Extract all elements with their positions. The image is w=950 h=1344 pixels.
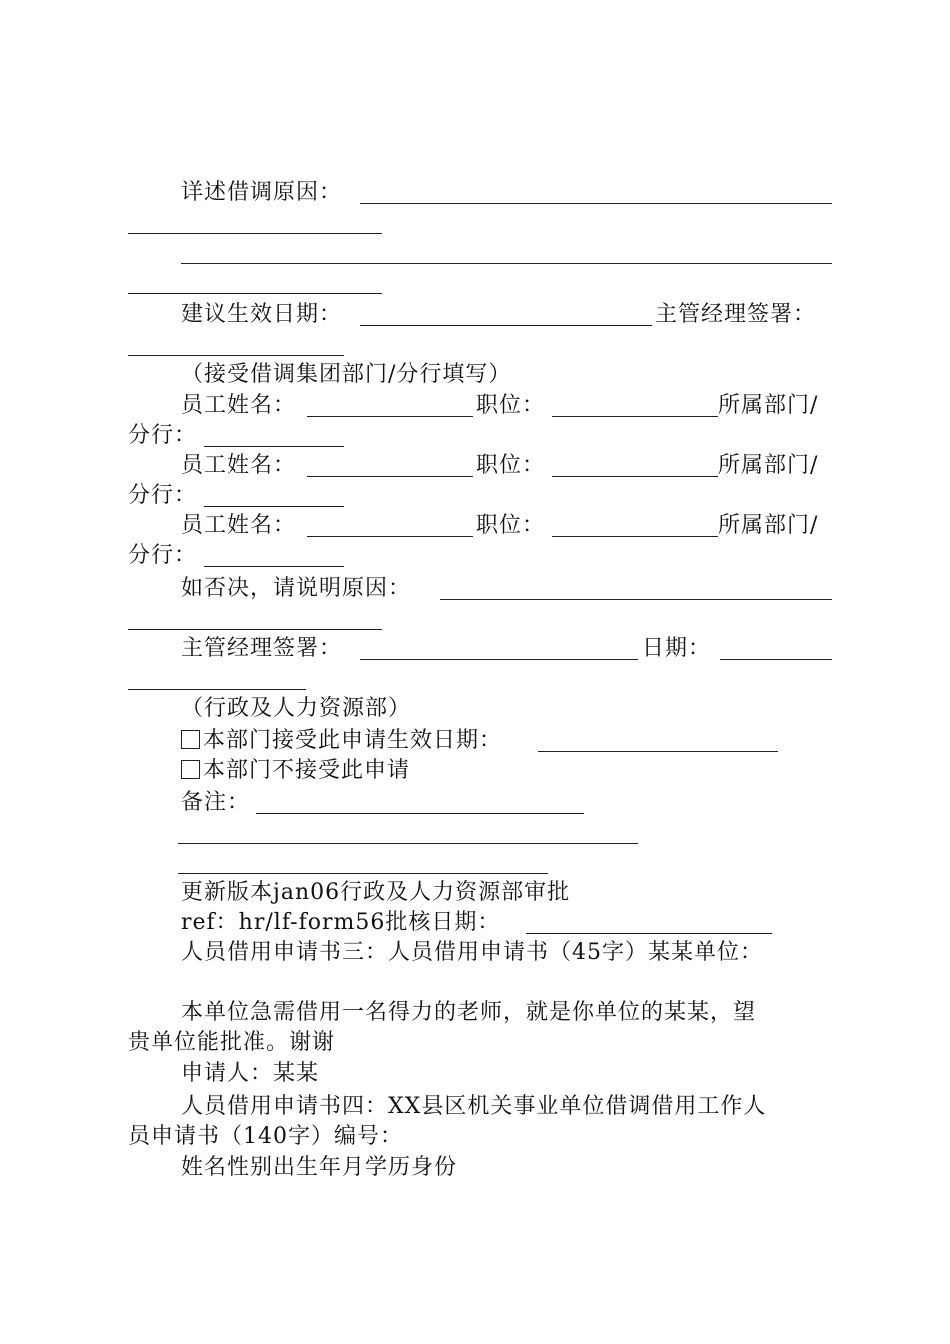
manager-sign-field[interactable] <box>128 355 344 356</box>
effective-date-label: 建议生效日期： <box>181 302 343 327</box>
position-label: 职位： <box>476 393 546 418</box>
employee-name-label: 员工姓名： <box>181 513 297 538</box>
if-rejected-label: 如否决，请说明原因： <box>181 576 412 601</box>
accept-date-field[interactable] <box>538 751 778 752</box>
date-field-cont[interactable] <box>128 689 306 690</box>
department-field[interactable] <box>204 446 344 447</box>
manager-sign-field-2[interactable] <box>360 659 638 660</box>
employee-name-field[interactable] <box>307 536 473 537</box>
position-field[interactable] <box>552 476 718 477</box>
accept-option-label: 本部门接受此申请生效日期： <box>203 728 503 753</box>
accept-option[interactable] <box>181 726 502 756</box>
receiver-section-heading: （接受借调集团部门/分行填写） <box>181 362 512 387</box>
position-label: 职位： <box>476 453 546 478</box>
date-field[interactable] <box>720 659 832 660</box>
paragraph-line-1: 本单位急需借用一名得力的老师，就是你单位的某某，望 <box>181 1000 757 1025</box>
ref-line: ref：hr/lf-form56批核日期： <box>181 910 501 935</box>
reason-field-line-1[interactable] <box>360 203 832 204</box>
employee-name-label: 员工姓名： <box>181 453 297 478</box>
remarks-field-2[interactable] <box>178 843 638 844</box>
date-label: 日期： <box>642 636 712 661</box>
heading-application-4-cont: 员申请书（140字）编号： <box>128 1124 403 1149</box>
approval-date-field[interactable] <box>526 933 772 934</box>
remarks-field-3[interactable] <box>178 873 548 874</box>
reason-field-line-2[interactable] <box>128 233 382 234</box>
version-line: 更新版本jan06行政及人力资源部审批 <box>181 880 571 905</box>
rejection-reason-field-1[interactable] <box>440 599 832 600</box>
remarks-field-1[interactable] <box>256 813 584 814</box>
heading-application-4: 人员借用申请书四：XX县区机关事业单位借调借用工作人 <box>181 1094 767 1119</box>
paragraph-line-2: 贵单位能批准。谢谢 <box>128 1030 336 1055</box>
department-label-cont: 分行： <box>128 423 198 448</box>
manager-sign-label: 主管经理签署： <box>655 302 817 327</box>
department-label: 所属部门/ <box>718 453 819 478</box>
employee-name-field[interactable] <box>307 476 473 477</box>
accept-checkbox[interactable] <box>181 730 200 749</box>
department-label-cont: 分行： <box>128 543 198 568</box>
remarks-label: 备注： <box>181 790 251 815</box>
manager-sign-label-2: 主管经理签署： <box>181 636 343 661</box>
department-label: 所属部门/ <box>718 393 819 418</box>
hr-section-heading: （行政及人力资源部） <box>181 696 412 721</box>
department-label: 所属部门/ <box>718 513 819 538</box>
employee-name-label: 员工姓名： <box>181 393 297 418</box>
reason-label: 详述借调原因： <box>181 180 343 205</box>
heading-application-3: 人员借用申请书三：人员借用申请书（45字）某某单位： <box>181 940 763 965</box>
position-field[interactable] <box>552 416 718 417</box>
department-label-cont: 分行： <box>128 483 198 508</box>
reason-field-line-4[interactable] <box>128 293 382 294</box>
rejection-reason-field-2[interactable] <box>128 629 382 630</box>
reject-option-label: 本部门不接受此申请 <box>203 758 411 783</box>
reason-field-line-3[interactable] <box>181 263 832 264</box>
applicant-line: 申请人：某某 <box>181 1061 320 1086</box>
reject-checkbox[interactable] <box>181 760 200 779</box>
table-header-line: 姓名性别出生年月学历身份 <box>181 1155 458 1180</box>
department-field[interactable] <box>204 506 344 507</box>
position-label: 职位： <box>476 513 546 538</box>
employee-name-field[interactable] <box>307 416 473 417</box>
department-field[interactable] <box>204 566 344 567</box>
effective-date-field[interactable] <box>360 325 652 326</box>
position-field[interactable] <box>552 536 718 537</box>
reject-option[interactable] <box>181 756 410 786</box>
